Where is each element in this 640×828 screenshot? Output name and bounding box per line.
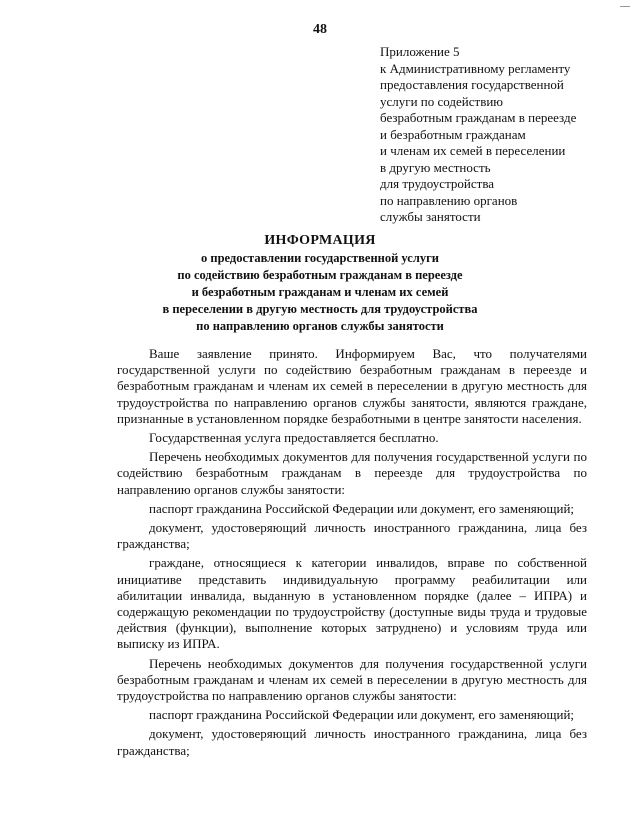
- document-title: ИНФОРМАЦИЯ: [264, 233, 376, 248]
- body-paragraph: паспорт гражданина Российской Федерации или документ, его заменяющий;: [149, 500, 575, 516]
- appendix-line: услуги по содействию: [380, 93, 503, 109]
- body-paragraph: документ, удостоверяющий личность иностранного гражданина, лица без гражданства;: [117, 726, 587, 758]
- subtitle-line: по содействию безработным гражданам в переезде: [177, 268, 463, 282]
- document-subtitle: [90, 250, 550, 335]
- appendix-line: для трудоустройства: [380, 176, 495, 191]
- page-number: 48: [313, 22, 327, 37]
- appendix-line: службы занятости: [380, 209, 481, 224]
- document-heading: [90, 232, 550, 335]
- appendix-line: предоставления государственной: [380, 77, 564, 92]
- appendix-line: безработным гражданам в переезде: [380, 110, 577, 125]
- body-paragraph: Ваше заявление принято. Информируем Вас, что получателями государственной услуги по содействию безработным гражданам в переезде и безработным гражданам и членам их семей в переселении в другую местность для трудоустройства по направлению органов службы занятости, являются граждане, признанные в установленном порядке безработными в центре занятости населения.: [117, 346, 587, 426]
- appendix-line: и безработным гражданам: [380, 126, 526, 142]
- body-paragraph: паспорт гражданина Российской Федерации или документ, его заменяющий;: [149, 707, 575, 723]
- body-paragraph: Перечень необходимых документов для получения государственной услуги безработным гражданам и членам их семей в переселении в другую местность для трудоустройства по направлению органов службы занятости:: [117, 655, 587, 704]
- subtitle-line: о предоставлении государственной услуги: [201, 251, 439, 265]
- subtitle-line: в переселении в другую местность для трудоустройства: [162, 302, 478, 316]
- appendix-block: [380, 44, 620, 226]
- subtitle-line: и безработным гражданам и членам их семей: [191, 285, 449, 299]
- scan-corner-mark: [620, 0, 630, 7]
- appendix-line: к Административному регламенту: [380, 60, 571, 76]
- appendix-line: по направлению органов: [380, 192, 518, 208]
- document-body: [117, 346, 587, 759]
- appendix-line: Приложение 5: [380, 44, 460, 59]
- subtitle-line: по направлению органов службы занятости: [196, 319, 444, 333]
- body-paragraph: граждане, относящиеся к категории инвалидов, вправе по собственной инициативе представить индивидуальную программу реабилитации или абилитации инвалида, выданную в установленном порядке (далее – ИПРА) и содержащую рекомендации по трудоустройству (доступные виды труда и трудовые действия (функции), выполнение которых затруднено) и условиям труда или выписку из ИПРА.: [117, 555, 587, 652]
- appendix-line: в другую местность: [380, 159, 491, 175]
- body-paragraph: документ, удостоверяющий личность иностранного гражданина, лица без гражданства;: [117, 520, 587, 552]
- appendix-line: и членам их семей в переселении: [380, 143, 566, 158]
- body-paragraph: Государственная услуга предоставляется бесплатно.: [149, 430, 439, 446]
- body-paragraph: Перечень необходимых документов для получения государственной услуги по содействию безработным гражданам в переезде для трудоустройства по направлению органов службы занятости:: [117, 449, 587, 497]
